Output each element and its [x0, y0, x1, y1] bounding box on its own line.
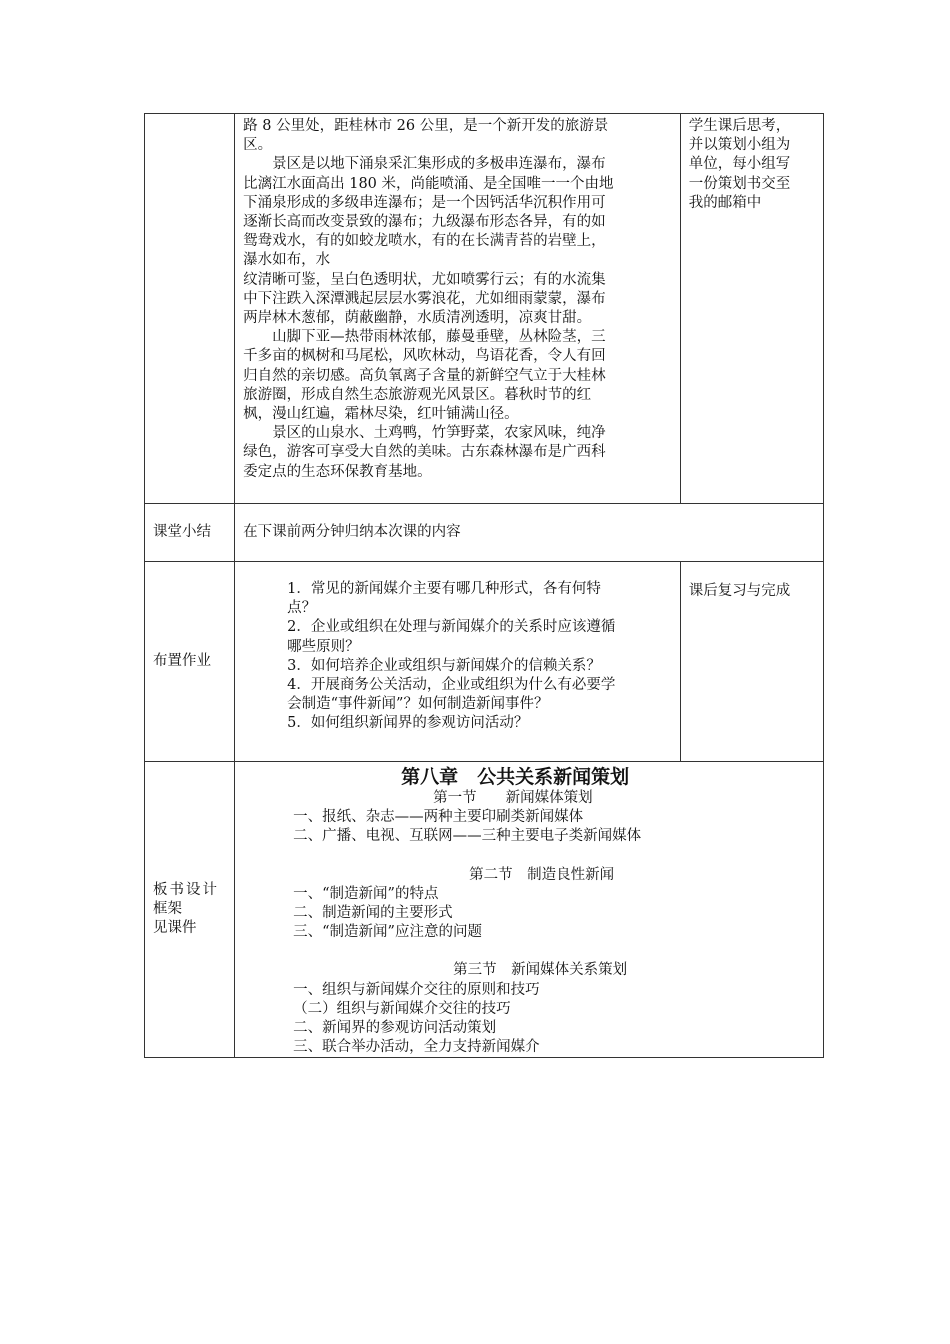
outline-item: 二、广播、电视、互联网——三种主要电子类新闻媒体 [293, 828, 642, 845]
lesson-plan-table [144, 113, 824, 1058]
note-line: 并以策划小组为 [688, 137, 791, 154]
class-summary-content: 在下课前两分钟归纳本次课的内容 [235, 504, 824, 562]
spacer [293, 847, 823, 866]
outline-item: 三、联合举办活动，全力支持新闻媒介 [293, 1039, 540, 1056]
text-line: 千多亩的枫树和马尾松，风吹林动，鸟语花香，令人有回 [243, 348, 606, 365]
text-line: 绿色，游客可享受大自然的美味。古东森林瀑布是广西科 [243, 444, 606, 461]
scenic-description-cell [235, 114, 681, 504]
question-line: 点？ [287, 600, 317, 617]
text-line: 区。 [243, 137, 273, 154]
question-line: 3．如何培养企业或组织与新闻媒介的信赖关系？ [287, 657, 601, 674]
homework-note: 课后复习与完成 [680, 562, 823, 762]
homework-label: 布置作业 [145, 562, 235, 762]
homework-row [145, 562, 824, 762]
note-line: 学生课后思考， [688, 118, 791, 134]
outline-item: 二、制造新闻的主要形式 [293, 905, 453, 922]
text-line: 鸳鸯戏水，有的如蛟龙喷水，有的在长满青苔的岩壁上， [243, 233, 606, 250]
homework-questions-cell [235, 562, 681, 762]
spacer [293, 942, 823, 961]
note-line: 我的邮箱中 [688, 194, 762, 211]
text-line: 纹清晰可鉴，呈白色透明状，尤如喷雾行云；有的水流集 [243, 271, 606, 288]
text-line: 下涌泉形成的多级串连瀑布；是一个因钙活华沉积作用可 [243, 194, 606, 211]
class-summary-row [145, 504, 824, 562]
text-line: 景区的山泉水、土鸡鸭，竹笋野菜，农家风味，纯净 [243, 425, 606, 442]
text-line: 枫，漫山红遍，霜林尽染，红叶铺满山径。 [243, 406, 519, 423]
homework-note-cell [680, 114, 823, 504]
section-title: 第一节 新闻媒体策划 [433, 790, 593, 806]
text-line: 山脚下亚—热带雨林浓郁，藤曼垂壁，丛林险茎，三 [243, 329, 606, 346]
outline-item: 二、新闻界的参观访问活动策划 [293, 1020, 497, 1037]
question-line: 4．开展商务公关活动，企业或组织为什么有必要学 [287, 677, 616, 694]
text-line: 路 8 公里处，距桂林市 26 公里，是一个新开发的旅游景 [243, 118, 609, 134]
outline-item: 一、“制造新闻”的特点 [293, 885, 439, 902]
class-summary-label: 课堂小结 [145, 504, 235, 562]
outline-item: 一、组织与新闻媒介交往的原则和技巧 [293, 981, 540, 998]
note-line: 单位，每小组写 [688, 156, 791, 173]
text-line: 逐渐长高而改变景致的瀑布；九级瀑布形态各异，有的如 [243, 214, 606, 231]
text-line: 委定点的生态环保教育基地。 [243, 463, 432, 480]
outline-item: 一、报纸、杂志——两种主要印刷类新闻媒体 [293, 809, 584, 826]
scenic-description-row [145, 114, 824, 504]
label-line: 框架 [153, 901, 182, 918]
text-line: 旅游圈，形成自然生态旅游观光风景区。暮秋时节的红 [243, 386, 592, 403]
section-title: 第三节 新闻媒体关系策划 [453, 962, 628, 979]
text-line: 中下注跌入深潭溅起层层水雾浪花，尤如细雨蒙蒙，瀑布 [243, 290, 606, 307]
note-line: 一份策划书交至 [688, 175, 791, 192]
text-line: 比漓江水面高出 180 米，尚能喷涌、是全国唯一一个由地 [243, 175, 614, 192]
text-line: 景区是以地下涌泉采汇集形成的多极串连瀑布，瀑布 [243, 156, 606, 173]
label-line: 见课件 [153, 920, 197, 937]
text-line: 归自然的亲切感。高负氧离子含量的新鲜空气立于大桂林 [243, 367, 606, 384]
chapter-title: 第八章 公共关系新闻策划 [401, 766, 630, 788]
text-line: 瀑水如布，水 [243, 252, 331, 269]
question-line: 1．常见的新闻媒介主要有哪几种形式，各有何特 [287, 581, 601, 597]
outline-item: 三、“制造新闻”应注意的问题 [293, 924, 482, 941]
text-line: 两岸林木葱郁，荫蔽幽静，水质清冽透明，凉爽甘甜。 [243, 310, 592, 327]
row1-label-cell [145, 114, 235, 504]
board-design-content [235, 762, 824, 1058]
question-line: 哪些原则？ [287, 638, 360, 655]
question-line: 2．企业或组织在处理与新闻媒介的关系时应该遵循 [287, 619, 616, 636]
question-line: 会制造“事件新闻”？如何制造新闻事件？ [287, 696, 549, 713]
board-design-label [145, 762, 235, 1058]
label-line: 板书设计 [153, 881, 219, 898]
board-design-row [145, 762, 824, 1058]
outline-item: （二）组织与新闻媒介交往的技巧 [293, 1000, 511, 1017]
question-line: 5．如何组织新闻界的参观访问活动？ [287, 715, 529, 732]
section-title: 第二节 制造良性新闻 [469, 866, 615, 883]
